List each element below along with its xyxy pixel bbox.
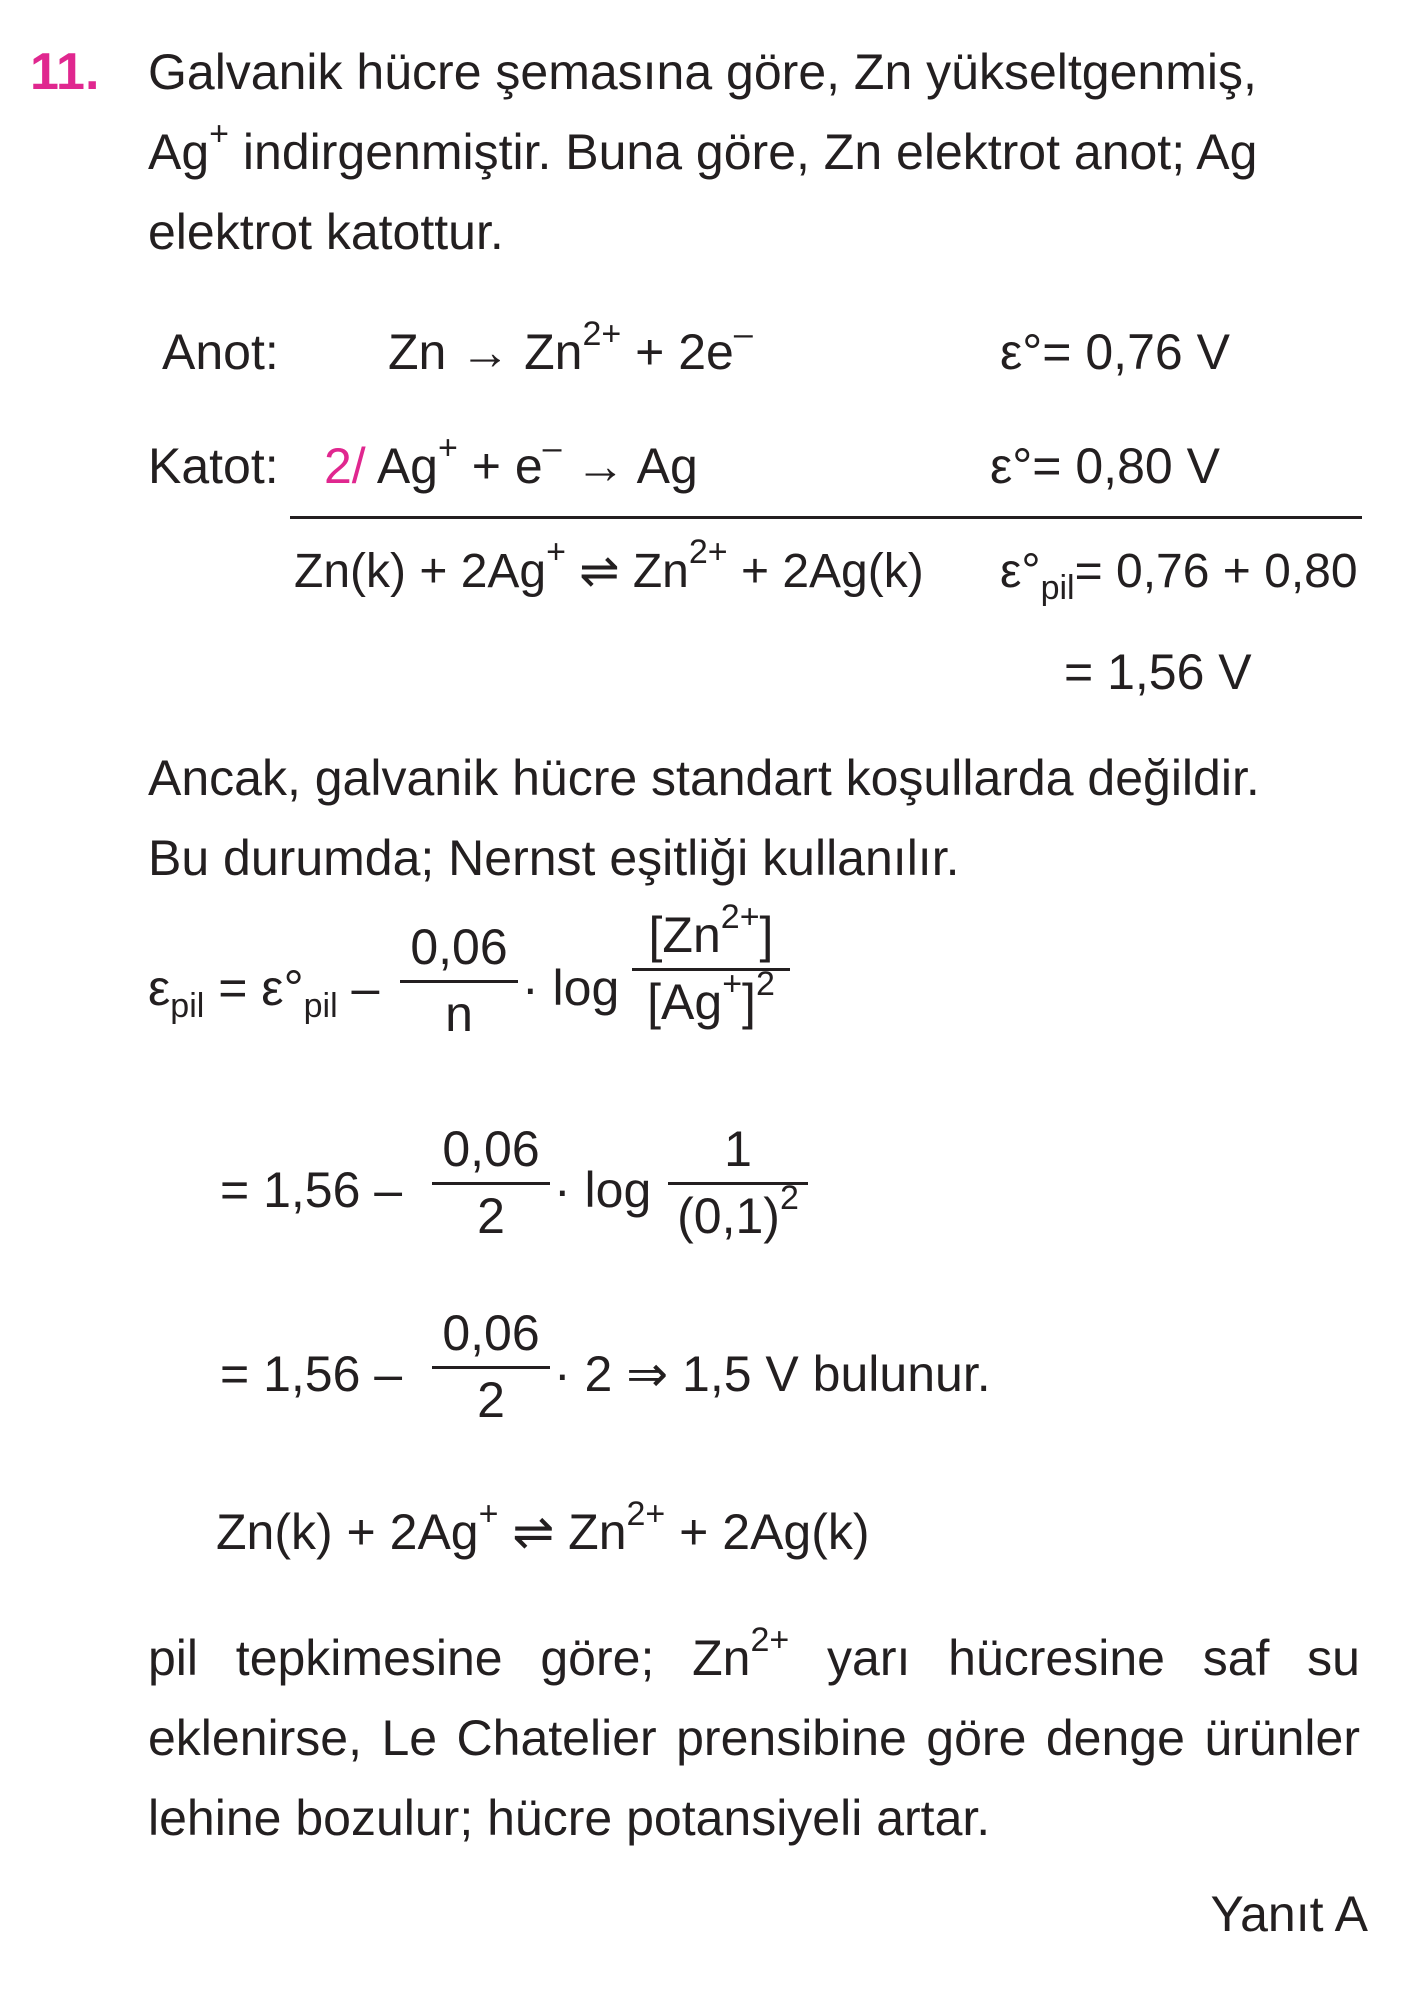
final-zn: Zn [568,1504,627,1560]
fraction-concentration-ratio [632,898,790,1031]
total-potential-sum: = 0,76 + 0,80 [1074,545,1358,598]
fraction-denominator: n [445,986,473,1042]
zn-bracket: [Zn [648,907,721,963]
step1-fraction-2 [668,1120,808,1245]
step1-log: · log [554,1162,652,1218]
eps-sub-pil: pil [1040,569,1075,607]
fraction-numerator: 1 [668,1120,808,1185]
ag-bracket-close: ] [742,974,756,1030]
conclusion-paragraph [148,1618,1360,1858]
step1-fraction [432,1120,550,1245]
minus-sign: – [337,960,380,1016]
answer-label: Yanıt A [1210,1886,1368,1942]
total-zn-charge: 2+ [688,533,728,571]
step2-result: · 2 ⇒ 1,5 V bulunur. [554,1346,991,1402]
fraction-numerator: 0,06 [432,1304,550,1369]
final-reaction [216,1495,870,1562]
eps-symbol: ε [148,960,171,1016]
intro-line-2 [148,112,1360,192]
step2-fraction [432,1304,550,1429]
question-number: 11. [30,43,100,101]
intro-line-2-rest: indirgenmiştir. Buna göre, Zn elektrot anot; Ag [229,124,1258,180]
denominator-exponent: 2 [779,1179,799,1217]
nernst-line-1: Ancak, galvanik hücre standart koşullarda değildir. [148,750,1260,806]
zn-bracket-close: ] [759,907,774,963]
conclusion-pre: pil tepkimesine göre; Zn [148,1630,751,1686]
final-post: + 2Ag(k) [665,1504,870,1560]
katot-coefficient: 2/ [324,438,366,494]
final-equilibrium-arrow: ⇌ [498,1504,569,1560]
katot-potential: ε°= 0,80 V [990,438,1220,494]
katot-eq-mid: + e [457,438,543,494]
sum-divider [290,516,1362,519]
fraction-numerator: 0,06 [432,1120,550,1185]
fraction-denominator: 2 [477,1372,505,1428]
intro-line-3: elektrot katottur. [148,204,504,260]
fraction-numerator [632,898,790,971]
fraction-006-over-n [400,918,518,1043]
total-zn: Zn [632,545,689,598]
step1-lhs: = 1,56 – [220,1162,403,1218]
ag-exponent: 2 [755,965,775,1003]
conclusion-zn-charge: 2+ [750,1621,790,1659]
fraction-numerator: 0,06 [400,918,518,983]
fraction-denominator: 2 [477,1188,505,1244]
anot-eq-electron-charge: – [733,315,753,353]
total-potential-result: = 1,56 V [1064,644,1252,700]
step2-lhs: = 1,56 – [220,1346,403,1402]
ag-charge: + [722,965,743,1003]
katot-eq-pre: Ag [365,438,438,494]
intro-line-1: Galvanik hücre şemasına göre, Zn yükseltgenmiş, [148,44,1257,100]
total-ag-charge: + [546,533,566,571]
log-operator: · log [522,960,620,1016]
katot-label: Katot: [148,438,279,494]
anot-eq-charge: 2+ [582,315,622,353]
ag-symbol: Ag [148,124,210,180]
total-post: + 2Ag(k) [727,545,924,598]
anot-label: Anot: [162,324,279,380]
total-pre: Zn(k) + 2Ag [294,545,547,598]
anot-eq-post: + 2e [621,324,734,380]
nernst-line-2: Bu durumda; Nernst eşitliği kullanılır. [148,830,960,886]
total-potential [1000,542,1358,607]
final-pre: Zn(k) + 2Ag [216,1504,479,1560]
zn-charge: 2+ [720,898,760,936]
katot-eq-post: → Ag [561,438,698,494]
anot-eq-pre: Zn → Zn [388,324,583,380]
denominator-base: (0,1) [677,1188,780,1244]
katot-eq-charge: + [438,429,458,467]
final-zn-charge: 2+ [626,1495,666,1533]
ag-charge: + [209,115,230,153]
katot-equation [324,429,698,496]
eps-pil-sub: pil [170,987,205,1025]
ag-bracket: [Ag [647,974,723,1030]
fraction-denominator [632,965,790,1031]
eps-zero-pil-sub: pil [303,987,338,1025]
anot-potential: ε°= 0,76 V [1000,324,1230,380]
eps-zero-symbol: ε° [1000,545,1041,598]
equilibrium-arrow: ⇌ [565,545,633,598]
fraction-denominator [668,1179,808,1245]
anot-equation [388,315,753,382]
katot-eq-electron-charge: – [542,429,562,467]
conclusion-rest: yarı hücresine saf su eklenirse, Le Chatelier prensibine göre denge ürünler lehine bozulur; hücre potansiyeli artar. [148,1630,1360,1846]
nernst-lhs [148,958,380,1025]
final-ag-charge: + [478,1495,499,1533]
nernst-paragraph [148,738,1360,898]
equals-eps-zero: = ε° [204,960,304,1016]
total-reaction [294,533,924,602]
intro-paragraph [148,32,1360,272]
